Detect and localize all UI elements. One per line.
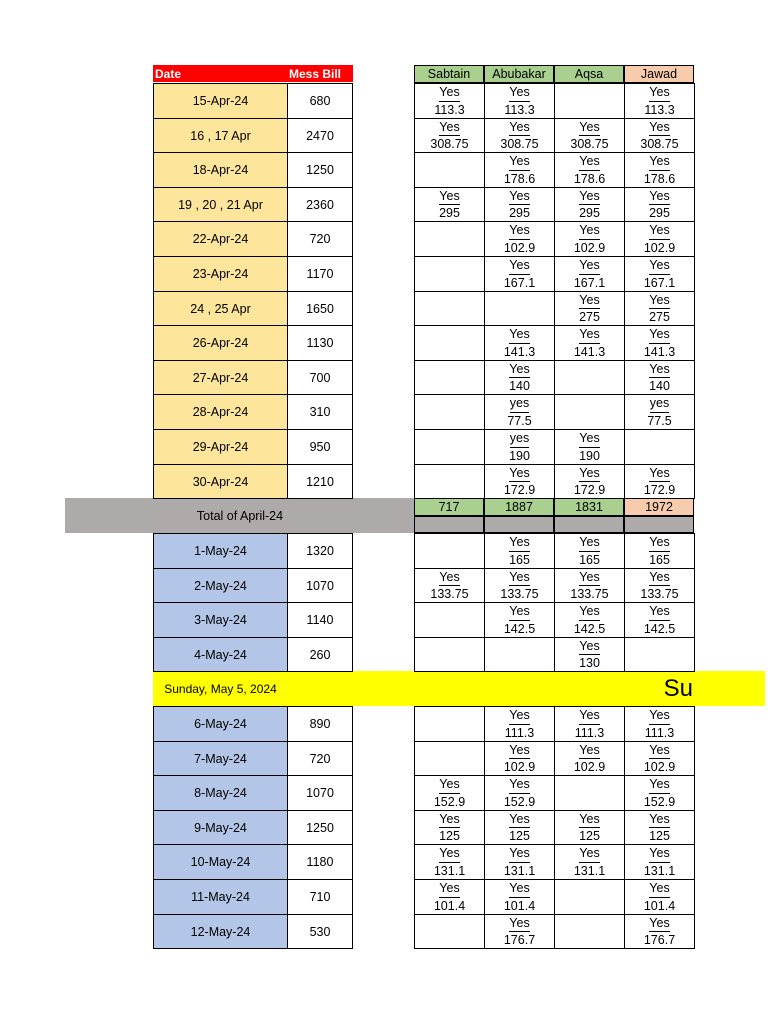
share-cell-jawad (624, 741, 695, 776)
date-cell: 23-Apr-24 (153, 256, 288, 292)
attendance-mark: Yes (509, 189, 530, 203)
attendance-mark: Yes (509, 570, 530, 584)
share-amount: 140 (649, 379, 670, 393)
share-amount: 178.6 (573, 171, 606, 186)
share-cell-aqsa (554, 602, 625, 638)
attendance-mark: yes (510, 430, 529, 448)
share-cell-abubakar (484, 706, 555, 742)
share-cell-abubakar (484, 464, 555, 499)
attendance-mark: Yes (439, 189, 460, 203)
april-total-label: Total of April-24 (65, 498, 415, 533)
mess-bill-cell: 1250 (287, 810, 353, 845)
attendance-mark: Yes (649, 743, 670, 757)
share-amount: 102.9 (503, 760, 536, 774)
share-cell-jawad (624, 429, 695, 465)
share-cell-abubakar (484, 810, 555, 845)
april-total-jawad: 1972 (624, 498, 694, 516)
share-amount: 167.1 (573, 275, 606, 290)
share-amount: 141.3 (503, 344, 536, 359)
share-cell-aqsa (554, 394, 625, 430)
share-amount: 190 (509, 448, 530, 463)
share-cell-jawad (624, 810, 695, 845)
share-amount: 141.3 (643, 344, 676, 359)
share-amount: 295 (439, 206, 460, 220)
share-cell-sabtain (414, 602, 485, 638)
attendance-mark: Yes (579, 466, 600, 480)
share-cell-aqsa (554, 221, 625, 257)
share-cell-sabtain (414, 879, 485, 915)
share-amount: 125 (649, 829, 670, 843)
share-cell-aqsa (554, 568, 625, 603)
share-amount: 102.9 (503, 240, 536, 255)
share-cell-jawad (624, 187, 695, 222)
mess-bill-cell: 530 (287, 914, 353, 949)
share-cell-abubakar (484, 568, 555, 603)
attendance-mark: Yes (579, 326, 599, 344)
attendance-mark: Yes (579, 189, 600, 203)
mess-bill-cell: 1210 (287, 464, 353, 499)
share-amount: 142.5 (573, 621, 606, 636)
share-cell-jawad (624, 775, 695, 811)
person-header-sabtain: Sabtain (414, 65, 484, 83)
share-cell-sabtain (414, 118, 485, 153)
attendance-mark: yes (650, 395, 669, 413)
attendance-mark: Yes (579, 153, 599, 171)
mess-bill-cell: 1070 (287, 775, 353, 811)
share-cell-sabtain (414, 360, 485, 395)
attendance-mark: Yes (509, 84, 529, 102)
share-cell-abubakar (484, 152, 555, 188)
share-amount: 172.9 (503, 483, 536, 497)
share-cell-abubakar (484, 291, 555, 326)
share-cell-sabtain (414, 187, 485, 222)
mess-bill-cell: 1180 (287, 844, 353, 880)
share-cell-sabtain (414, 83, 485, 119)
mess-bill-cell: 710 (287, 879, 353, 915)
mess-bill-cell: 890 (287, 706, 353, 742)
attendance-mark: Yes (649, 812, 670, 826)
mess-bill-cell: 700 (287, 360, 353, 395)
share-cell-sabtain (414, 325, 485, 361)
attendance-mark: Yes (509, 257, 529, 275)
share-cell-sabtain (414, 464, 485, 499)
person-header-aqsa: Aqsa (554, 65, 624, 83)
share-cell-abubakar (484, 83, 555, 119)
attendance-mark: Yes (509, 534, 529, 552)
share-cell-sabtain (414, 429, 485, 465)
share-cell-aqsa (554, 325, 625, 361)
share-cell-sabtain (414, 221, 485, 257)
date-cell: 11-May-24 (153, 879, 288, 915)
attendance-mark: Yes (649, 916, 670, 930)
attendance-mark: Yes (439, 84, 459, 102)
attendance-mark: Yes (649, 153, 669, 171)
share-cell-sabtain (414, 706, 485, 742)
share-cell-abubakar (484, 637, 555, 672)
attendance-mark: Yes (579, 707, 599, 725)
share-amount: 295 (649, 206, 670, 220)
share-cell-abubakar (484, 118, 555, 153)
share-cell-jawad (624, 844, 695, 880)
attendance-mark: yes (510, 395, 529, 413)
attendance-mark: Yes (649, 257, 669, 275)
share-amount: 102.9 (643, 760, 676, 774)
share-cell-aqsa (554, 360, 625, 395)
attendance-mark: Yes (649, 603, 669, 621)
share-amount: 113.3 (644, 102, 675, 117)
share-cell-jawad (624, 325, 695, 361)
sunday-big-label: Su (288, 671, 765, 706)
mess-bill-cell: 2470 (287, 118, 353, 153)
date-cell: 27-Apr-24 (153, 360, 288, 395)
share-cell-sabtain (414, 394, 485, 430)
share-cell-aqsa (554, 844, 625, 880)
attendance-mark: Yes (649, 570, 670, 584)
date-cell: 18-Apr-24 (153, 152, 288, 188)
share-cell-aqsa (554, 879, 625, 915)
date-cell: 10-May-24 (153, 844, 288, 880)
share-cell-aqsa (554, 256, 625, 292)
attendance-mark: Yes (579, 430, 599, 448)
date-cell: 12-May-24 (153, 914, 288, 949)
attendance-mark: Yes (649, 293, 670, 307)
attendance-mark: Yes (439, 880, 459, 898)
attendance-mark: Yes (579, 603, 599, 621)
date-cell: 28-Apr-24 (153, 394, 288, 430)
share-cell-abubakar (484, 325, 555, 361)
date-header: Date (153, 65, 287, 82)
attendance-mark: Yes (509, 362, 530, 376)
mess-bill-header: Mess Bill (287, 65, 353, 82)
mess-bill-cell: 310 (287, 394, 353, 430)
share-amount: 165 (509, 552, 530, 567)
share-cell-sabtain (414, 844, 485, 880)
attendance-mark: Yes (509, 603, 529, 621)
attendance-mark: Yes (509, 707, 529, 725)
share-cell-aqsa (554, 741, 625, 776)
total-spacer (554, 516, 624, 533)
attendance-mark: Yes (579, 845, 599, 863)
date-cell: 1-May-24 (153, 533, 288, 569)
share-cell-jawad (624, 221, 695, 257)
mess-bill-cell: 950 (287, 429, 353, 465)
attendance-mark: Yes (579, 222, 599, 240)
share-amount: 167.1 (503, 275, 536, 290)
share-cell-jawad (624, 706, 695, 742)
person-header-abubakar: Abubakar (484, 65, 554, 83)
share-amount: 111.3 (504, 725, 535, 740)
date-cell: 30-Apr-24 (153, 464, 288, 499)
share-amount: 131.1 (503, 863, 536, 878)
share-amount: 275 (579, 310, 600, 324)
share-amount: 308.75 (430, 137, 469, 151)
share-amount: 131.1 (643, 863, 676, 878)
share-cell-aqsa (554, 83, 625, 119)
share-cell-abubakar (484, 775, 555, 811)
share-cell-jawad (624, 152, 695, 188)
april-total-sabtain: 717 (414, 498, 484, 516)
share-amount: 152.9 (503, 794, 536, 809)
share-cell-abubakar (484, 429, 555, 465)
share-cell-sabtain (414, 533, 485, 569)
total-spacer (624, 516, 694, 533)
april-total-aqsa: 1831 (554, 498, 624, 516)
share-cell-aqsa (554, 810, 625, 845)
share-cell-jawad (624, 914, 695, 949)
attendance-mark: Yes (509, 466, 530, 480)
date-cell: 29-Apr-24 (153, 429, 288, 465)
date-cell: 15-Apr-24 (153, 83, 288, 119)
share-amount: 125 (579, 829, 600, 843)
share-cell-abubakar (484, 360, 555, 395)
share-amount: 130 (579, 656, 600, 670)
mess-bill-cell: 1650 (287, 291, 353, 326)
share-cell-sabtain (414, 775, 485, 811)
share-amount: 178.6 (503, 171, 536, 186)
attendance-mark: Yes (579, 534, 599, 552)
date-cell: 3-May-24 (153, 602, 288, 638)
share-cell-sabtain (414, 741, 485, 776)
share-cell-abubakar (484, 879, 555, 915)
share-amount: 77.5 (507, 413, 532, 428)
date-cell: 2-May-24 (153, 568, 288, 603)
share-amount: 172.9 (643, 483, 676, 497)
mess-bill-cell: 680 (287, 83, 353, 119)
share-amount: 77.5 (647, 413, 672, 428)
share-cell-aqsa (554, 152, 625, 188)
share-cell-aqsa (554, 533, 625, 569)
share-amount: 295 (579, 206, 600, 220)
date-cell: 6-May-24 (153, 706, 288, 742)
mess-bill-cell: 1140 (287, 602, 353, 638)
share-amount: 113.3 (504, 102, 535, 117)
mess-bill-cell: 1170 (287, 256, 353, 292)
mess-bill-cell: 720 (287, 741, 353, 776)
share-amount: 133.75 (430, 587, 469, 601)
mess-bill-cell: 1070 (287, 568, 353, 603)
share-amount: 176.7 (503, 933, 536, 947)
attendance-mark: Yes (509, 326, 529, 344)
share-cell-aqsa (554, 706, 625, 742)
share-cell-abubakar (484, 394, 555, 430)
date-cell: 8-May-24 (153, 775, 288, 811)
share-cell-sabtain (414, 256, 485, 292)
share-cell-aqsa (554, 464, 625, 499)
total-spacer (484, 516, 554, 533)
attendance-mark: Yes (509, 222, 529, 240)
share-amount: 308.75 (570, 137, 609, 151)
attendance-mark: Yes (579, 257, 599, 275)
share-amount: 165 (579, 552, 600, 567)
attendance-mark: Yes (649, 84, 669, 102)
attendance-mark: Yes (509, 812, 530, 826)
share-amount: 308.75 (500, 137, 539, 151)
attendance-mark: Yes (509, 120, 530, 134)
attendance-mark: Yes (649, 466, 670, 480)
sunday-label: Sunday, May 5, 2024 (153, 671, 288, 706)
share-amount: 102.9 (573, 760, 606, 774)
share-amount: 141.3 (573, 344, 606, 359)
attendance-mark: Yes (579, 570, 600, 584)
attendance-mark: Yes (649, 326, 669, 344)
share-amount: 167.1 (643, 275, 676, 290)
share-cell-jawad (624, 602, 695, 638)
share-amount: 152.9 (643, 794, 676, 809)
share-amount: 152.9 (433, 794, 466, 809)
attendance-mark: Yes (579, 743, 600, 757)
mess-bill-cell: 2360 (287, 187, 353, 222)
attendance-mark: Yes (649, 845, 669, 863)
attendance-mark: Yes (649, 776, 669, 794)
mess-bill-cell: 720 (287, 221, 353, 257)
share-cell-sabtain (414, 914, 485, 949)
attendance-mark: Yes (509, 743, 530, 757)
share-cell-sabtain (414, 568, 485, 603)
share-cell-abubakar (484, 187, 555, 222)
share-cell-abubakar (484, 844, 555, 880)
share-amount: 295 (509, 206, 530, 220)
share-amount: 275 (649, 310, 670, 324)
share-amount: 133.75 (640, 587, 679, 601)
attendance-mark: Yes (649, 222, 669, 240)
share-cell-sabtain (414, 637, 485, 672)
attendance-mark: Yes (509, 916, 530, 930)
share-cell-abubakar (484, 533, 555, 569)
share-amount: 125 (509, 829, 530, 843)
share-cell-jawad (624, 360, 695, 395)
share-cell-aqsa (554, 187, 625, 222)
attendance-mark: Yes (509, 153, 529, 171)
share-cell-aqsa (554, 118, 625, 153)
share-amount: 111.3 (574, 725, 605, 740)
share-amount: 190 (579, 448, 600, 463)
share-cell-jawad (624, 118, 695, 153)
mess-bill-cell: 260 (287, 637, 353, 672)
share-amount: 125 (439, 829, 460, 843)
date-cell: 22-Apr-24 (153, 221, 288, 257)
share-cell-jawad (624, 533, 695, 569)
share-amount: 178.6 (643, 171, 676, 186)
share-cell-abubakar (484, 741, 555, 776)
attendance-mark: Yes (649, 880, 669, 898)
share-amount: 142.5 (643, 621, 676, 636)
share-amount: 131.1 (573, 863, 606, 878)
attendance-mark: Yes (649, 362, 670, 376)
share-cell-abubakar (484, 602, 555, 638)
attendance-mark: Yes (509, 845, 529, 863)
share-cell-jawad (624, 879, 695, 915)
share-cell-jawad (624, 394, 695, 430)
share-amount: 101.4 (643, 898, 676, 913)
share-cell-abubakar (484, 914, 555, 949)
share-cell-jawad (624, 83, 695, 119)
attendance-mark: Yes (439, 120, 460, 134)
share-amount: 142.5 (503, 621, 536, 636)
attendance-mark: Yes (649, 189, 670, 203)
share-cell-aqsa (554, 291, 625, 326)
share-cell-jawad (624, 256, 695, 292)
share-cell-aqsa (554, 775, 625, 811)
share-amount: 176.7 (643, 933, 676, 947)
attendance-mark: Yes (509, 776, 529, 794)
share-amount: 101.4 (503, 898, 536, 913)
mess-bill-cell: 1130 (287, 325, 353, 361)
share-amount: 101.4 (433, 898, 466, 913)
attendance-mark: Yes (439, 570, 460, 584)
attendance-mark: Yes (439, 776, 459, 794)
attendance-mark: Yes (439, 812, 460, 826)
attendance-mark: Yes (649, 120, 670, 134)
share-amount: 133.75 (500, 587, 539, 601)
date-cell: 24 , 25 Apr (153, 291, 288, 326)
date-cell: 4-May-24 (153, 637, 288, 672)
attendance-mark: Yes (439, 845, 459, 863)
person-header-jawad: Jawad (624, 65, 694, 83)
attendance-mark: Yes (509, 880, 529, 898)
share-amount: 111.3 (644, 725, 675, 740)
share-amount: 102.9 (573, 240, 606, 255)
share-amount: 113.3 (434, 102, 465, 117)
mess-bill-cell: 1250 (287, 152, 353, 188)
share-cell-jawad (624, 637, 695, 672)
share-cell-jawad (624, 291, 695, 326)
share-cell-aqsa (554, 429, 625, 465)
date-cell: 26-Apr-24 (153, 325, 288, 361)
attendance-mark: Yes (579, 639, 600, 653)
attendance-mark: Yes (579, 293, 600, 307)
attendance-mark: Yes (579, 120, 600, 134)
date-cell: 7-May-24 (153, 741, 288, 776)
share-cell-abubakar (484, 221, 555, 257)
share-amount: 102.9 (643, 240, 676, 255)
share-cell-sabtain (414, 152, 485, 188)
share-cell-aqsa (554, 914, 625, 949)
share-amount: 165 (649, 552, 670, 567)
share-cell-abubakar (484, 256, 555, 292)
date-cell: 16 , 17 Apr (153, 118, 288, 153)
date-cell: 19 , 20 , 21 Apr (153, 187, 288, 222)
share-amount: 140 (509, 379, 530, 393)
attendance-mark: Yes (649, 534, 669, 552)
mess-bill-cell: 1320 (287, 533, 353, 569)
share-cell-jawad (624, 464, 695, 499)
april-total-abubakar: 1887 (484, 498, 554, 516)
share-amount: 131.1 (433, 863, 466, 878)
share-cell-jawad (624, 568, 695, 603)
share-cell-aqsa (554, 637, 625, 672)
total-spacer (414, 516, 484, 533)
share-amount: 308.75 (640, 137, 679, 151)
attendance-mark: Yes (649, 707, 669, 725)
share-cell-sabtain (414, 291, 485, 326)
share-cell-sabtain (414, 810, 485, 845)
attendance-mark: Yes (579, 812, 600, 826)
share-amount: 172.9 (573, 483, 606, 497)
share-amount: 133.75 (570, 587, 609, 601)
date-cell: 9-May-24 (153, 810, 288, 845)
